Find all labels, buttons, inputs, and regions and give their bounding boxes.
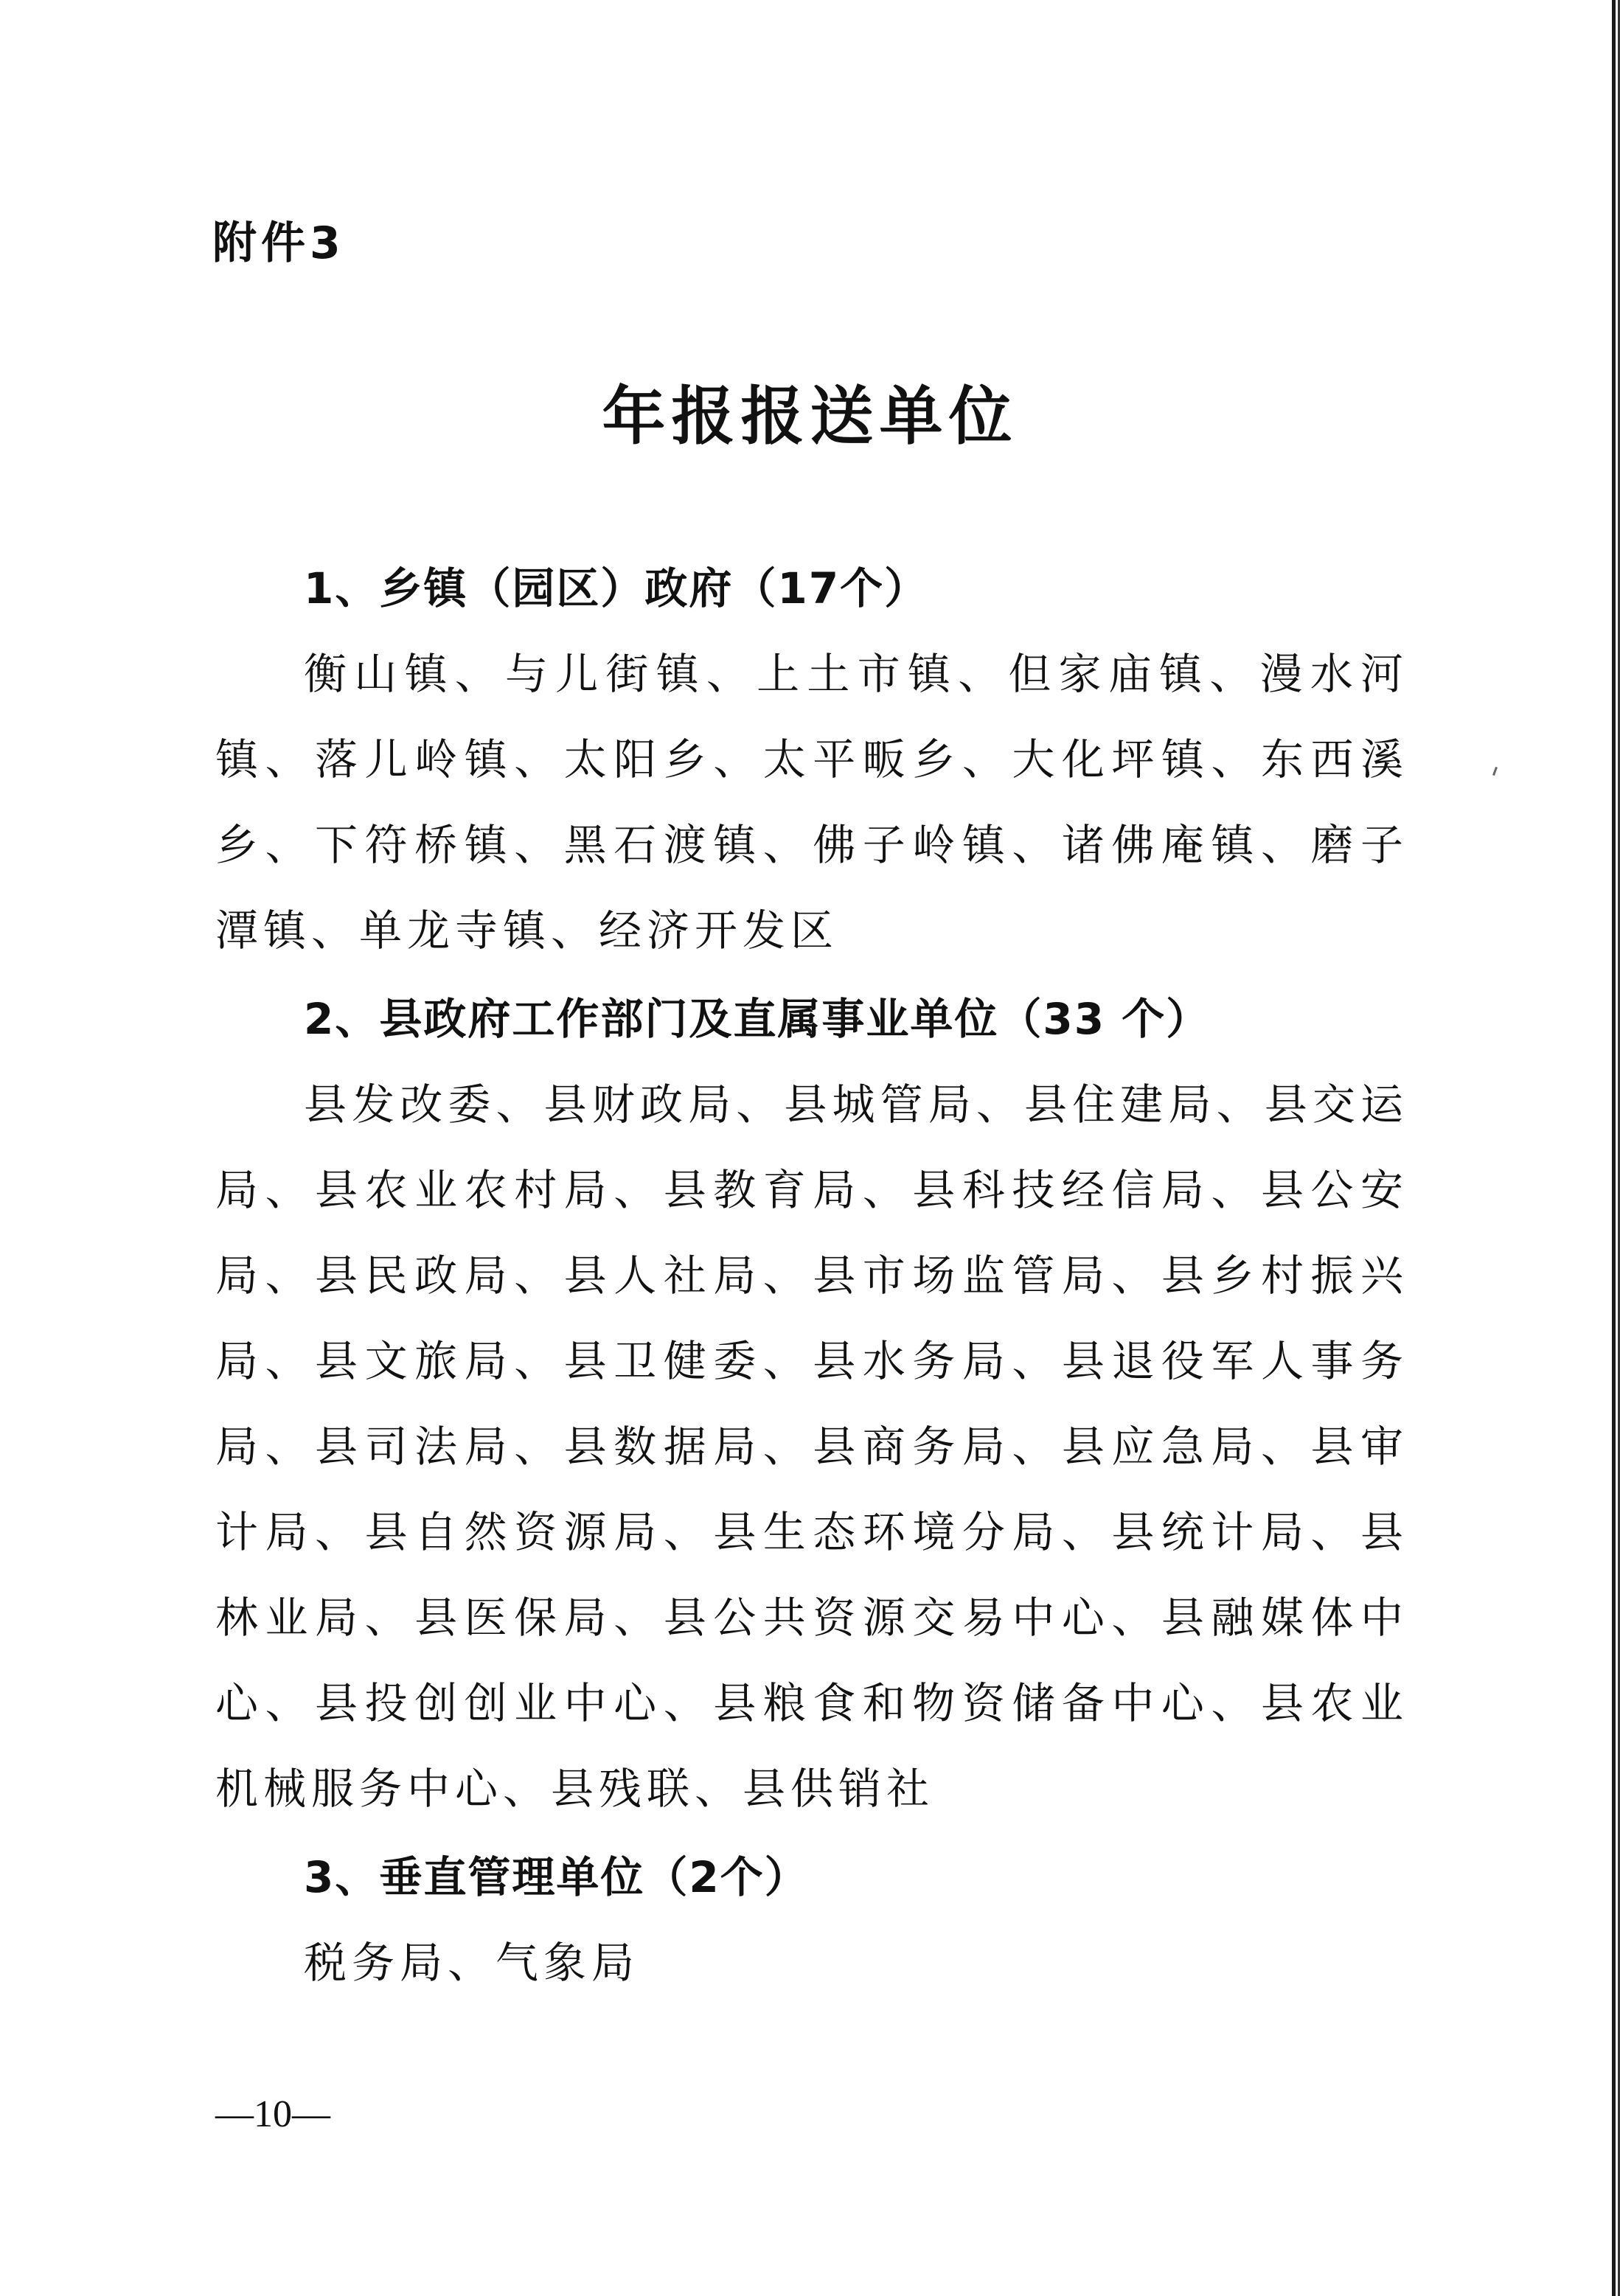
section-heading: 1、乡镇（园区）政府（17个） <box>304 563 929 613</box>
section-heading: 2、县政府工作部门及直属事业单位（33 个） <box>304 994 1211 1044</box>
section-county-departments <box>215 976 1408 1831</box>
scan-edge-border <box>1612 0 1616 2296</box>
document-content <box>215 546 1408 2008</box>
scan-speck <box>1492 767 1498 776</box>
section-body: 县发改委、县财政局、县城管局、县住建局、县交运局、县农业农村局、县教育局、县科技经信局、县公安局、县民政局、县人社局、县市场监管局、县乡村振兴局、县文旅局、县卫健委、县水务局、县退役军人事务局、县司法局、县数据局、县商务局、县应急局、县审计局、县自然资源局、县生态环境分局、县统计局、县林业局、县医保局、县公共资源交易中心、县融媒体中心、县投创创业中心、县粮食和物资储备中心、县农业机械服务中心、县残联、县供销社 <box>215 1079 1408 1814</box>
section-body: 税务局、气象局 <box>304 1938 640 1988</box>
section-heading: 3、垂直管理单位（2个） <box>304 1852 809 1902</box>
document-title: 年报报送单位 <box>602 379 1018 453</box>
section-body: 衡山镇、与儿街镇、上土市镇、但家庙镇、漫水河镇、落儿岭镇、太阳乡、太平畈乡、大化坪镇、东西溪乡、下符桥镇、黑石渡镇、佛子岭镇、诸佛庵镇、磨子潭镇、单龙寺镇、经济开发区 <box>215 649 1408 956</box>
section-vertical-management-units <box>215 1834 1408 2005</box>
page-number: —10— <box>215 2093 330 2135</box>
section-township-governments <box>215 546 1408 973</box>
attachment-label: 附件3 <box>212 218 345 269</box>
